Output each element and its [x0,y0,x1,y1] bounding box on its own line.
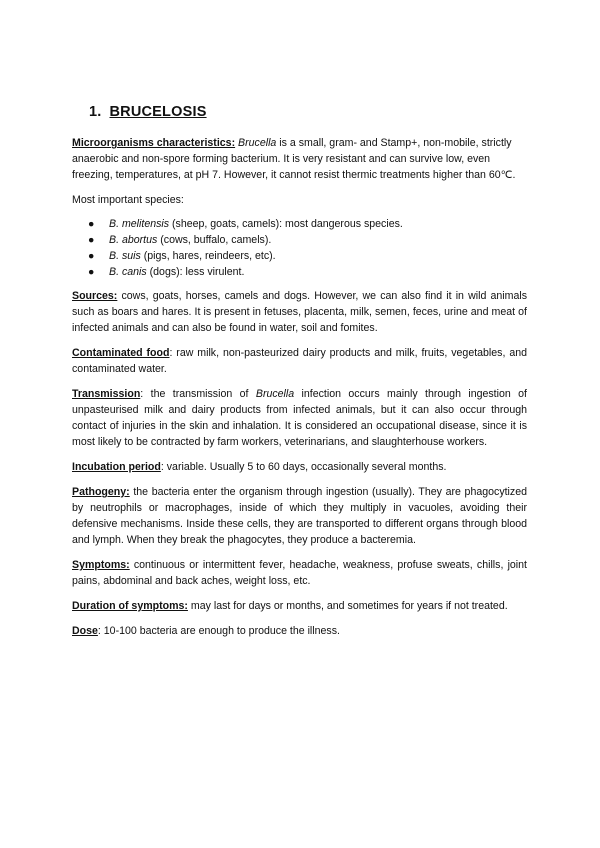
section-title: BRUCELOSIS [109,104,207,120]
duration-paragraph [72,598,527,614]
symptoms-label: Symptoms: [72,559,130,571]
microorganisms-paragraph [72,135,527,183]
bullet-icon: ● [88,218,95,230]
pathogeny-label: Pathogeny: [72,486,130,498]
list-item [72,232,527,248]
list-item [72,248,527,264]
species-desc: (pigs, hares, reindeers, etc). [140,250,276,262]
sources-text: cows, goats, horses, camels and dogs. However, we can also find it in wild animals such as boars and hares. It is present in fetuses, placenta, milk, semen, feces, urine and meat of infected animals and can also be found in water, soil and fomites. [72,290,527,334]
pathogeny-text: the bacteria enter the organism through ingestion (usually). They are phagocytized by neutrophils or macrophages, inside of which they multiply in vacuoles, avoiding their defensive mechanisms. Inside these cells, they are transported to different organs through blood and lymph. When they break the phagocytes, they produce a bacteremia. [72,486,527,546]
document-page [72,104,527,648]
food-label: Contaminated food [72,347,170,359]
species-desc: (dogs): less virulent. [146,266,245,278]
species-list [72,216,527,280]
symptoms-text: continuous or intermittent fever, headache, weakness, profuse sweats, chills, joint pains, abdominal and back aches, weight loss, etc. [72,559,527,587]
section-number: 1. [89,104,102,120]
dose-text: : 10-100 bacteria are enough to produce the illness. [97,625,340,637]
duration-text: may last for days or months, and sometimes for years if not treated. [187,600,508,612]
transmission-text-after: infection occurs mainly through ingestion of unpasteurised milk and dairy products from infected animals, but it can also occur through contact of injuries in the skin and inhalation. It is considered an occupational disease, since it is most likely to be contracted by farm workers, veterinarians, and slaughterhouse workers. [72,388,527,448]
bullet-icon: ● [88,250,95,262]
microorganisms-label: Microorganisms characteristics: [72,137,236,149]
transmission-paragraph [72,386,527,450]
species-intro: Most important species: [72,194,184,206]
brucella-genus: Brucella [238,137,277,149]
incubation-text: : variable. Usually 5 to 60 days, occasionally several months. [160,461,447,473]
symptoms-paragraph [72,557,527,589]
pathogeny-paragraph [72,484,527,548]
list-item [72,264,527,280]
list-item [72,216,527,232]
incubation-label: Incubation period [72,461,161,473]
food-text: : raw milk, non-pasteurized dairy products and milk, fruits, vegetables, and contaminated water. [72,347,527,375]
species-name: B. melitensis [109,218,170,230]
incubation-paragraph [72,459,527,475]
species-name: B. suis [109,250,141,262]
dose-label: Dose [72,625,98,637]
duration-label: Duration of symptoms: [72,600,188,612]
transmission-label: Transmission [72,388,141,400]
dose-paragraph [72,623,527,639]
bullet-icon: ● [88,266,95,278]
species-name: B. abortus [109,234,158,246]
sources-label: Sources: [72,290,118,302]
bullet-icon: ● [88,234,95,246]
section-heading [89,104,527,120]
food-paragraph [72,345,527,377]
brucella-genus: Brucella [255,388,295,400]
species-desc: (sheep, goats, camels): most dangerous species. [169,218,403,230]
transmission-text-before: : the transmission of [140,388,256,400]
sources-paragraph [72,288,527,336]
microorganisms-text: is a small, gram- and Stamp+, non-mobile, strictly anaerobic and non-spore forming bacterium. It is very resistant and can survive low, even freezing, temperatures, at pH 7. However, it cannot resist thermic treatments higher than 60℃. [72,137,516,181]
species-desc: (cows, buffalo, camels). [157,234,272,246]
species-name: B. canis [109,266,147,278]
